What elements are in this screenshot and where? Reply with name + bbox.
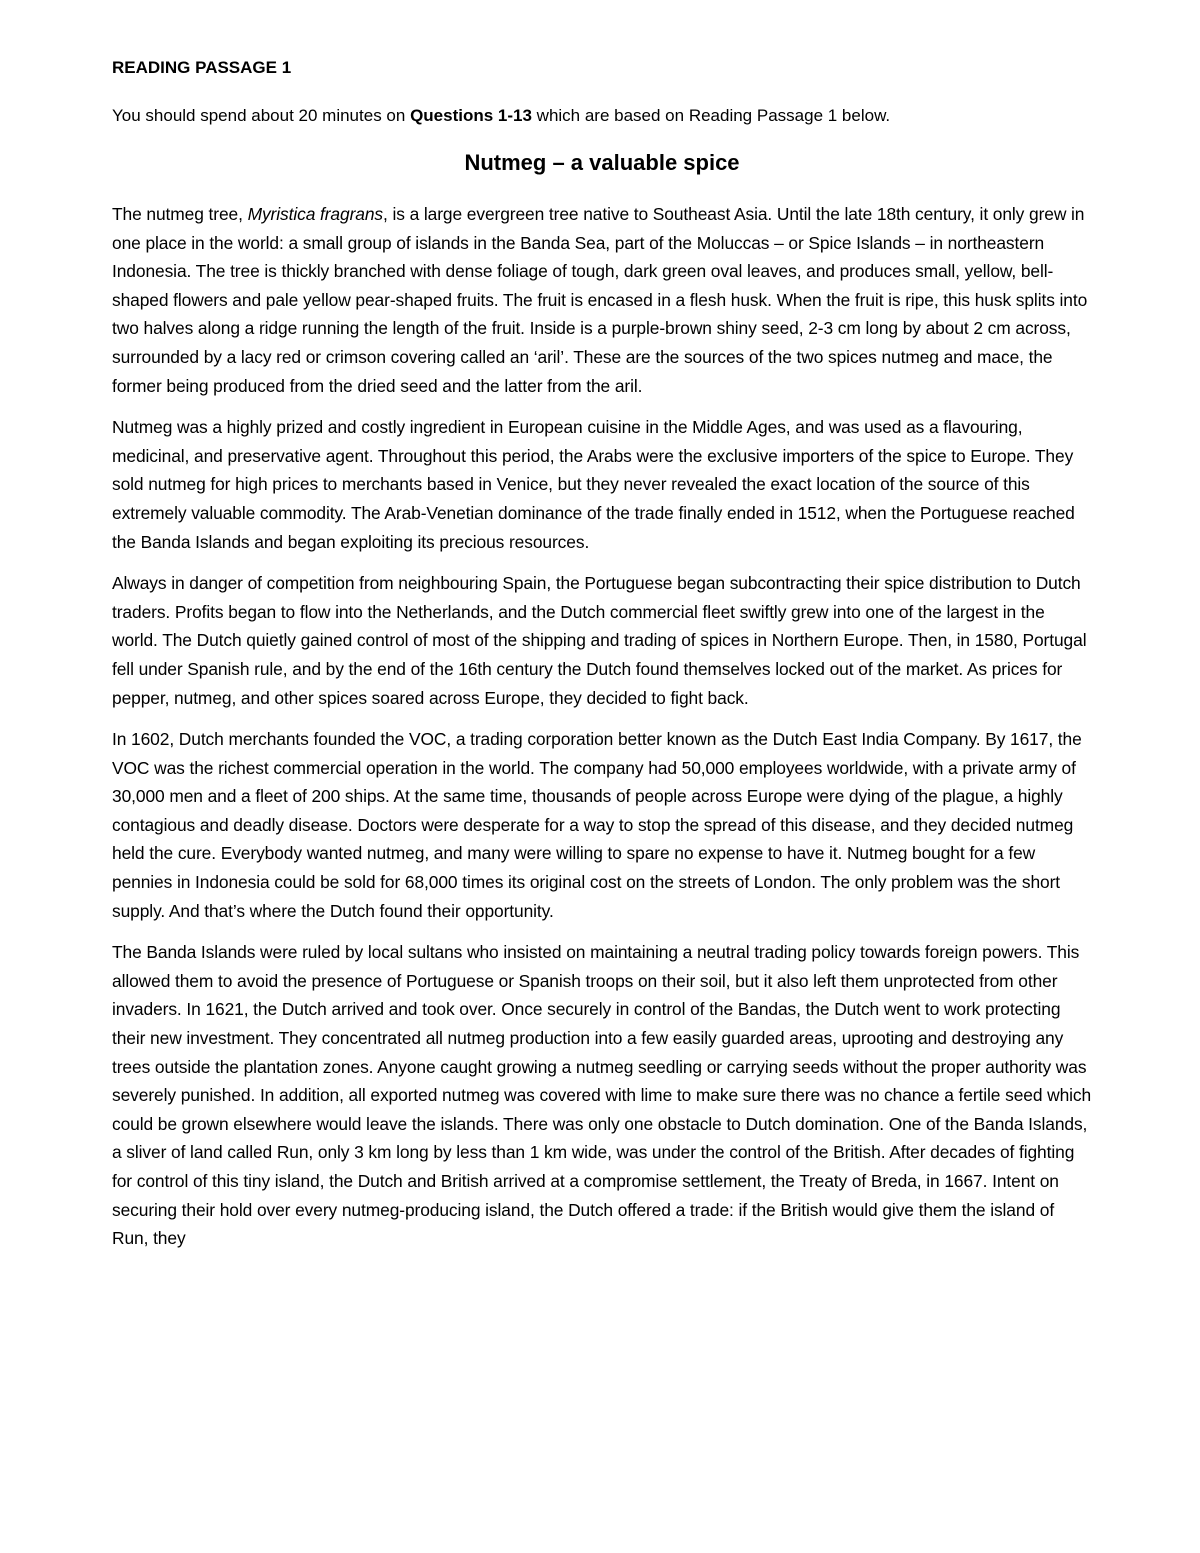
paragraph-2: Nutmeg was a highly prized and costly ingredient in European cuisine in the Middle Ages, and was used as a flavouring, medicinal, and preservative agent. Throughout this period, the Arabs were the exclusive importers of the spice to Europe. They sold nutmeg for high prices to merchants based in Venice, but they never revealed the exact location of the source of this extremely valuable commodity. The Arab-Venetian dominance of the trade finally ended in 1512, when the Portuguese reached the Banda Islands and began exploiting its precious resources. [112,417,1075,552]
passage-title: Nutmeg – a valuable spice [464,150,740,175]
instructions-text-before: You should spend about 20 minutes on [112,106,411,125]
paragraph-3: Always in danger of competition from neighbouring Spain, the Portuguese began subcontracting their spice distribution to Dutch traders. Profits began to flow into the Netherlands, and the Dutch commercial fleet swiftly grew into one of the largest in the world. The Dutch quietly gained control of most of the shipping and trading of spices in Northern Europe. Then, in 1580, Portugal fell under Spanish rule, and by the end of the 16th century the Dutch found themselves locked out of the market. As prices for pepper, nutmeg, and other spices soared across Europe, they decided to fight back. [112,573,1087,708]
paragraph-1 [112,200,1092,400]
paragraph-1-text-before: The nutmeg tree, [112,204,248,224]
document-page [112,56,1092,1266]
species-name: Myristica fragrans [247,204,384,224]
instructions [112,104,1092,128]
section-label: READING PASSAGE 1 [112,58,292,77]
instructions-questions-range: Questions 1-13 [410,106,532,125]
paragraph-1-text-after: , is a large evergreen tree native to Southeast Asia. Until the late 18th century, it only grew in one place in the world: a small group of islands in the Banda Sea, part of the Moluccas – or Spice Islands – in northeastern Indonesia. The tree is thickly branched with dense foliage of tough, dark green oval leaves, and produces small, yellow, bell-shaped flowers and pale yellow pear-shaped fruits. The fruit is encased in a flesh husk. When the fruit is ripe, this husk splits into two halves along a ridge running the length of the fruit. Inside is a purple-brown shiny seed, 2-3 cm long by about 2 cm across, surrounded by a lacy red or crimson covering called an ‘aril’. These are the sources of the two spices nutmeg and mace, the former being produced from the dried seed and the latter from the aril. [112,204,1088,396]
instructions-text-after: which are based on Reading Passage 1 below. [531,106,891,125]
paragraph-5: The Banda Islands were ruled by local sultans who insisted on maintaining a neutral trading policy towards foreign powers. This allowed them to avoid the presence of Portuguese or Spanish troops on their soil, but it also left them unprotected from other invaders. In 1621, the Dutch arrived and took over. Once securely in control of the Bandas, the Dutch went to work protecting their new investment. They concentrated all nutmeg production into a few easily guarded areas, uprooting and destroying any trees outside the plantation zones. Anyone caught growing a nutmeg seedling or carrying seeds without the proper authority was severely punished. In addition, all exported nutmeg was covered with lime to make sure there was no chance a fertile seed which could be grown elsewhere would leave the islands. There was only one obstacle to Dutch domination. One of the Banda Islands, a sliver of land called Run, only 3 km long by less than 1 km wide, was under the control of the British. After decades of fighting for control of this tiny island, the Dutch and British arrived at a compromise settlement, the Treaty of Breda, in 1667. Intent on securing their hold over every nutmeg-producing island, the Dutch offered a trade: if the British would give them the island of Run, they [112,942,1092,1249]
paragraph-4: In 1602, Dutch merchants founded the VOC, a trading corporation better known as the Dutch East India Company. By 1617, the VOC was the richest commercial operation in the world. The company had 50,000 employees worldwide, with a private army of 30,000 men and a fleet of 200 ships. At the same time, thousands of people across Europe were dying of the plague, a highly contagious and deadly disease. Doctors were desperate for a way to stop the spread of this disease, and they decided nutmeg held the cure. Everybody wanted nutmeg, and many were willing to spare no expense to have it. Nutmeg bought for a few pennies in Indonesia could be sold for 68,000 times its original cost on the streets of London. The only problem was the short supply. And that’s where the Dutch found their opportunity. [112,729,1082,921]
